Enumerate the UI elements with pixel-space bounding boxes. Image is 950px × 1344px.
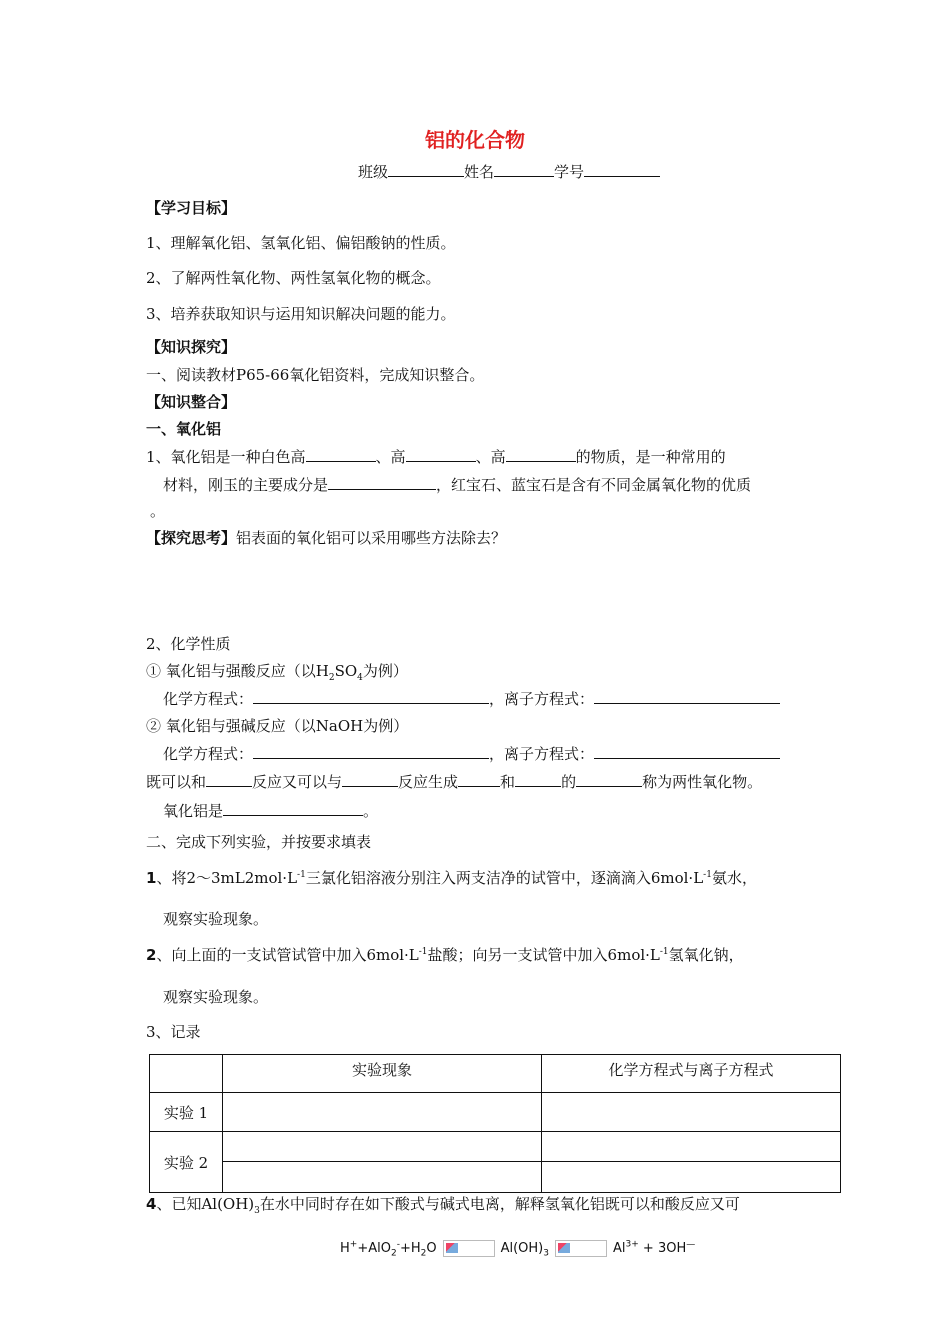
goal-item: 2、了解两性氧化物、两性氢氧化物的概念。 [146,269,441,287]
chem-heading: 2、化学性质 [146,635,231,653]
equilibrium-arrow-icon [555,1240,607,1257]
goal-item: 1、理解氧化铝、氢氧化铝、偏铝酸钠的性质。 [146,234,456,252]
question-1-line3: 。 [150,502,166,520]
table-cell[interactable] [542,1093,841,1132]
question-1-line1: 1、氧化铝是一种白色高 、高 、高 的物质，是一种常用的 [146,448,726,466]
table-cell[interactable] [223,1162,542,1193]
blank[interactable] [342,772,398,787]
blank[interactable] [594,689,780,704]
blank[interactable] [406,447,476,462]
student-info-line [358,162,660,182]
table-header-cell: 实验现象 [223,1055,542,1093]
equilibrium-arrow-icon [443,1240,495,1257]
name-blank[interactable] [494,162,554,177]
question-1-line2: 材料，刚玉的主要成分是 ，红宝石、蓝宝石是含有不同金属氧化物的优质 [163,476,752,494]
think-label: 【探究思考】 [146,529,237,547]
step-2-line2: 观察实验现象。 [163,988,269,1006]
name-label: 姓名 [464,163,495,181]
blank[interactable] [206,772,252,787]
table-header-cell: 化学方程式与离子方程式 [542,1055,841,1093]
reaction-acid: ① 氧化铝与强酸反应（以$H_2SO_4$为例） [146,662,408,683]
step-1-line2: 观察实验现象。 [163,910,269,928]
table-row-label: 实验 1 [150,1093,223,1132]
blank[interactable] [306,447,376,462]
number-label: 学号 [554,163,585,181]
experiment-heading: 二、完成下列实验，并按要求填表 [146,833,372,851]
step-1: 1、将$2\sim 3mL2mol\cdot L^{-1}$三氯化铝溶液分别注入两支洁净的试管中，逐滴滴入$6mol\cdot L^{-1}$氨水， [146,869,757,887]
page-title: 铝的化合物 [425,128,525,152]
blank[interactable] [515,772,561,787]
section-alumina: 一、氧化铝 [146,420,222,438]
think-text: 铝表面的氧化铝可以采用哪些方法除去？ [236,529,507,547]
equation-line-acid: 化学方程式： ，离子方程式： [163,689,780,709]
number-blank[interactable] [584,162,660,177]
explore-heading: 【知识探究】 [146,338,237,356]
step-2: 2、向上面的一支试管试管中加入$6mol\cdot L^{-1}$盐酸；向另一支试管中加入$6mol\cdot L^{-1}$氢氧化钠， [146,946,744,964]
table-cell[interactable] [223,1093,542,1132]
blank[interactable] [506,447,576,462]
blank[interactable] [253,744,489,759]
blank[interactable] [576,772,642,787]
class-label: 班级 [358,163,389,181]
blank[interactable] [594,744,780,759]
reaction-base: ② 氧化铝与强碱反应（以NaOH为例） [146,717,409,735]
question-4: 4、已知$Al(OH)_3$在水中同时存在如下酸式与碱式电离，解释氢氧化铝既可以和酸反应又可 [146,1195,740,1216]
alumina-is-line: 氧化铝是 。 [163,802,379,820]
table-cell[interactable] [542,1162,841,1193]
table-cell[interactable] [223,1132,542,1162]
think-line [146,528,506,548]
amphoteric-definition: 既可以和 反应又可以与 反应生成 和 的 称为两性氧化物。 [146,773,763,791]
blank[interactable] [458,772,500,787]
class-blank[interactable] [388,162,464,177]
goals-heading: 【学习目标】 [146,199,237,217]
blank[interactable] [223,801,363,816]
integrate-heading: 【知识整合】 [146,393,237,411]
ionization-equilibrium: $H^++AlO_2^-+H_2O$ $Al(OH)_3$ $Al^{3+} + 3OH^—$ [340,1239,696,1259]
step-3: 3、记录 [146,1023,201,1041]
equation-line-base: 化学方程式： ，离子方程式： [163,744,780,764]
table-cell[interactable] [542,1132,841,1162]
record-table [149,1054,841,1193]
blank[interactable] [328,475,436,490]
table-row-label: 实验 2 [150,1132,223,1193]
blank[interactable] [253,689,489,704]
explore-line: 一、阅读教材P65-66氧化铝资料，完成知识整合。 [146,366,485,384]
goal-item: 3、培养获取知识与运用知识解决问题的能力。 [146,305,456,323]
table-header-cell [150,1055,223,1093]
